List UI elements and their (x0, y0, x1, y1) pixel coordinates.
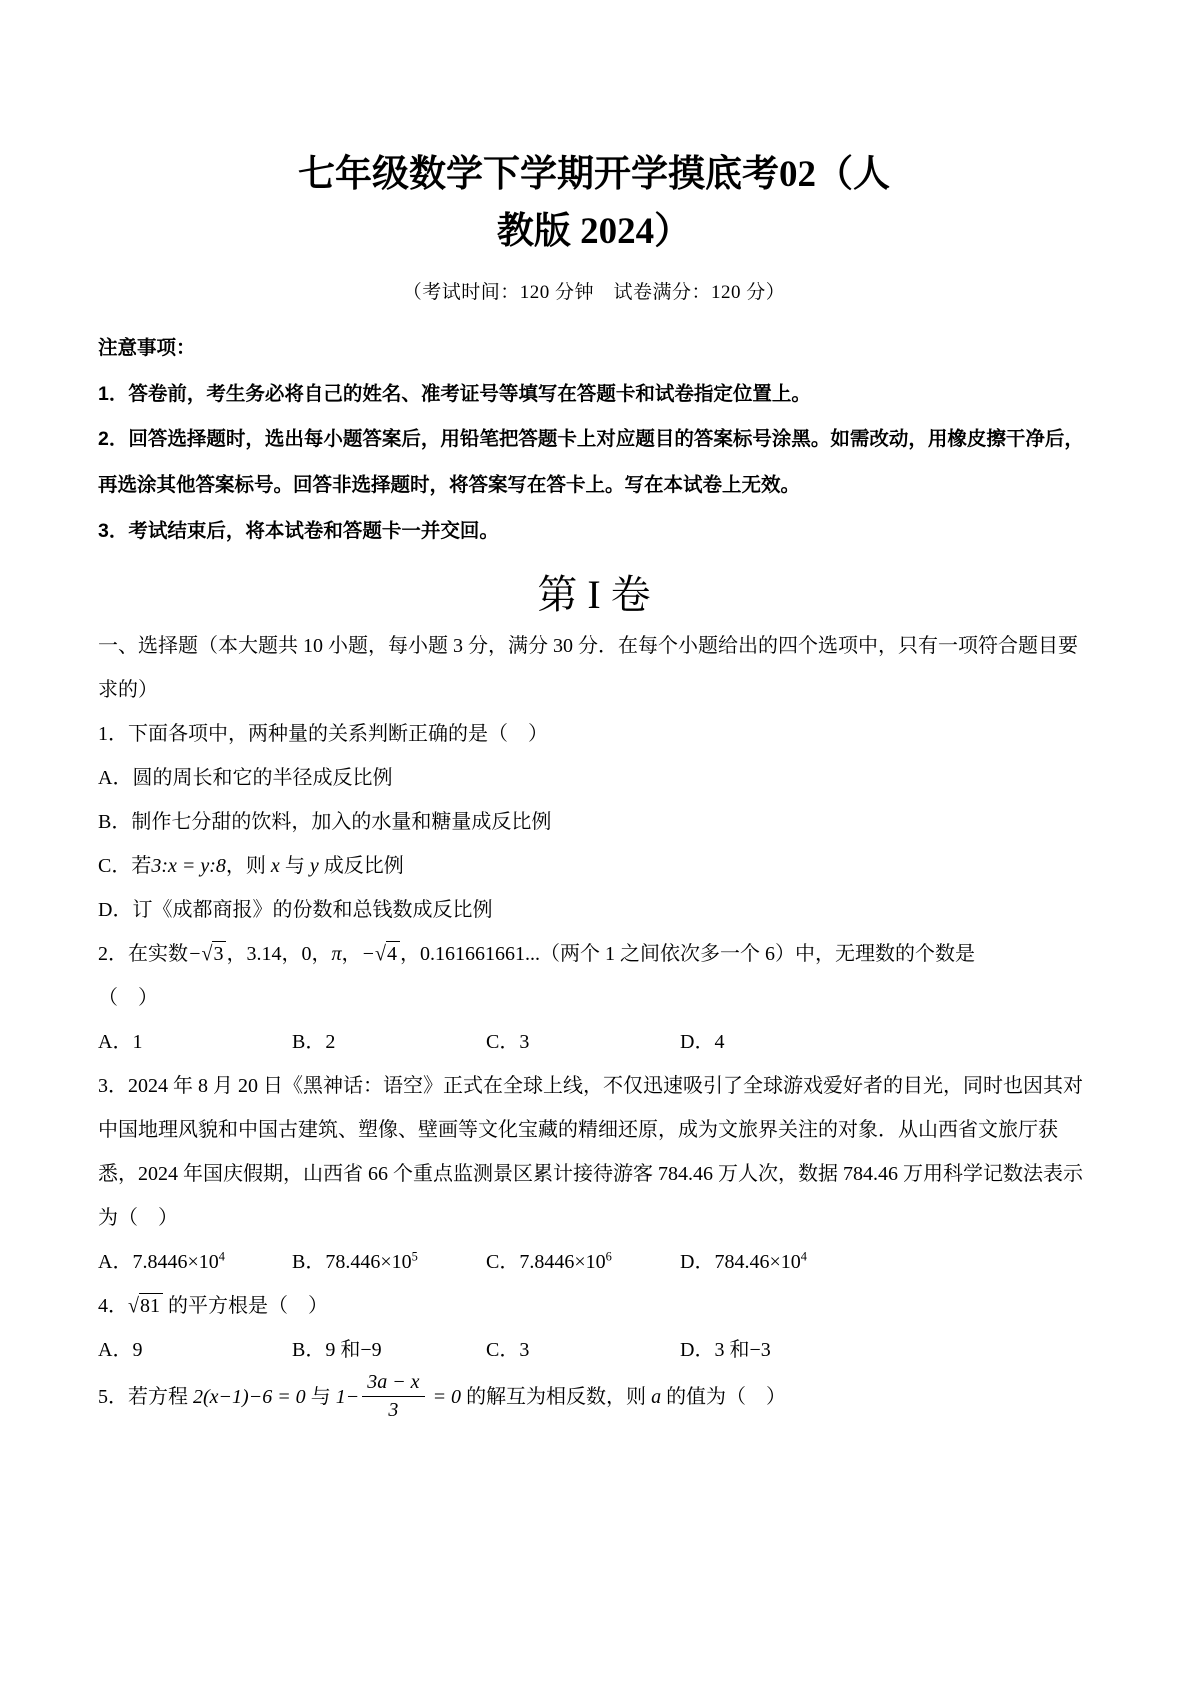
q2-option-c: C．3 (486, 1030, 530, 1053)
q2-option-a: A．1 (98, 1030, 143, 1053)
q3-option-a: A．$7.8446\times 10^4$ (98, 1249, 225, 1273)
question-2-stem-cont: （ ） (98, 986, 158, 1009)
q4-option-b: B．9 和−9 (292, 1338, 382, 1361)
part-title: 第 I 卷 (537, 571, 651, 617)
exam-body (98, 624, 1090, 1425)
exam-title-line1: 七年级数学下学期开学摸底考02（人 (298, 154, 890, 195)
q3-options-row (98, 1240, 1090, 1284)
exam-subtitle: （考试时间：120 分钟 试卷满分：120 分） (402, 281, 786, 303)
q3-option-d: D．$784.46\times 10^4$ (680, 1249, 807, 1273)
q1-option-b: B．制作七分甜的饮料，加入的水量和糖量成反比例 (98, 810, 552, 833)
q4-options-row (98, 1328, 1090, 1372)
question-4-stem: 4．√81 的平方根是（ ） (98, 1294, 328, 1318)
q4-option-a: A．9 (98, 1338, 143, 1361)
question-2-stem: 2．在实数−√3 ，3.14，0，π，−√4 ，0.161661661...（两个 1 之间依次多一个 6）中，无理数的个数是 (98, 942, 975, 966)
notice-header: 注意事项： (98, 336, 196, 359)
question-3-stem: 3．2024 年 8 月 20 日《黑神话：语空》正式在全球上线，不仅迅速吸引了全球游戏爱好者的目光，同时也因其对中国地理风貌和中国古建筑、塑像、壁画等文化宝藏的精细还原，成为文旅界关注的对象．从山西省文旅厅获悉，2024 年国庆假期，山西省 66 个重点监测景区累计接待游客 784.46 万人次，数据 784.46 万用科学记数法表示为（ ） (98, 1074, 1083, 1229)
q3-option-b: B．$78.446\times 10^5$ (292, 1249, 418, 1273)
notice-item-3: 3．考试结束后，将本试卷和答题卡一并交回。 (98, 519, 499, 542)
notice-item-1: 1．答卷前，考生务必将自己的姓名、准考证号等填写在答题卡和试卷指定位置上。 (98, 382, 811, 405)
q3-option-c: C．$7.8446\times 10^6$ (486, 1249, 612, 1273)
exam-title (98, 146, 1090, 261)
exam-title-line2: 教版 2024） (496, 211, 692, 253)
q1-option-c: C．若3:x = y:8，则 x 与 y 成反比例 (98, 854, 404, 877)
q2-option-d: D．4 (680, 1030, 725, 1053)
notice-item-2: 2．回答选择题时，选出每小题答案后，用铅笔把答题卡上对应题目的答案标号涂黑。如需改动，用橡皮擦干净后，再选涂其他答案标号。回答非选择题时，将答案写在答卡上。写在本试卷上无效。 (98, 428, 1084, 497)
section-header: 一、选择题（本大题共 10 小题，每小题 3 分，满分 30 分．在每个小题给出的四个选项中，只有一项符合题目要求的） (98, 634, 1078, 701)
q2-options-row (98, 1020, 1090, 1064)
q1-option-a: A．圆的周长和它的半径成反比例 (98, 766, 393, 789)
q4-option-c: C．3 (486, 1338, 530, 1361)
q2-option-b: B．2 (292, 1030, 336, 1053)
q1-option-d: D．订《成都商报》的份数和总钱数成反比例 (98, 898, 493, 921)
notice-block (98, 326, 1090, 555)
question-5-stem: 5．若方程 2(x−1)−6 = 0 与 1− $\frac{3a - x}{3}$ = 0 的解互为相反数，则 a 的值为（ ） (98, 1370, 787, 1421)
question-1-stem: 1．下面各项中，两种量的关系判断正确的是（ ） (98, 722, 548, 745)
q4-option-d: D．3 和−3 (680, 1338, 771, 1361)
